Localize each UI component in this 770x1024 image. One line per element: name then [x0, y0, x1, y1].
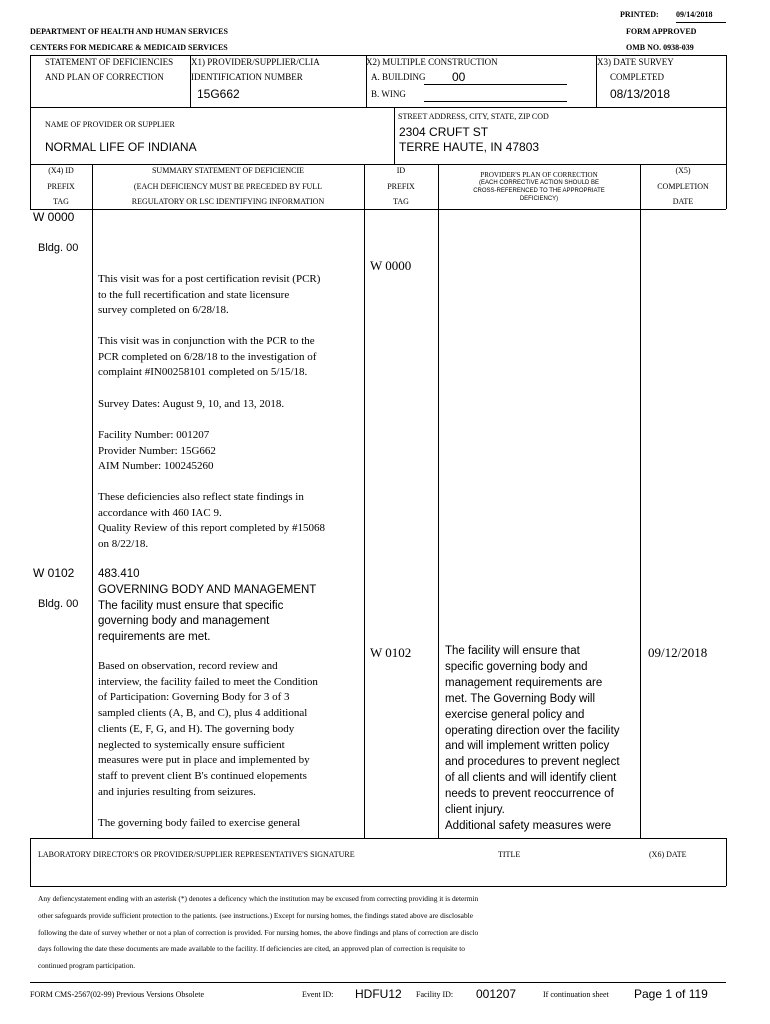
x5-label: (X5): [675, 166, 691, 175]
city-state-zip-value: TERRE HAUTE, IN 47803: [399, 140, 540, 154]
tag-w0000-right: W 0000: [370, 258, 412, 273]
tag-w0000: W 0000: [33, 210, 75, 224]
survey-date-value: 08/13/2018: [610, 87, 671, 101]
plan-header-1: PROVIDER'S PLAN OF CORRECTION: [480, 171, 598, 179]
statement-label-1: STATEMENT OF DEFICIENCIES: [45, 57, 174, 67]
centers-title: CENTERS FOR MEDICARE & MEDICAID SERVICES: [30, 43, 228, 52]
printed-date: 09/14/2018: [676, 10, 713, 19]
completion-label: COMPLETION: [657, 182, 709, 191]
building-value: 00: [452, 70, 466, 84]
summary-paragraph-1: This visit was for a post certification revisit (PCR) to the full recertification and state licensure survey completed on 6/28/18.: [98, 273, 321, 317]
summary-paragraph-8: The governing body failed to exercise general: [98, 817, 301, 829]
summary-header-1: SUMMARY STATEMENT OF DEFICIENCIE: [151, 166, 305, 175]
completed-label: COMPLETED: [610, 72, 664, 82]
date-label: DATE: [672, 197, 694, 206]
id-tag-label: TAG: [393, 197, 409, 206]
provider-id-value: 15G662: [197, 87, 240, 101]
id-label: ID: [396, 166, 406, 175]
x4-id-label: (X4) ID: [48, 166, 74, 175]
x4-tag-label: TAG: [53, 197, 69, 206]
summary-paragraph-5: These deficiencies also reflect state findings in accordance with 460 IAC 9. Quality Review of this report completed by #15068 on 8/22/18.: [98, 491, 325, 551]
statement-label-2: AND PLAN OF CORRECTION: [45, 72, 164, 82]
printed-label: PRINTED:: [620, 10, 659, 19]
bldg-label-1: Bldg. 00: [38, 242, 79, 254]
signature-label: LABORATORY DIRECTOR'S OR PROVIDER/SUPPLIER REPRESENTATIVE'S SIGNATURE: [38, 850, 355, 859]
form-number: FORM CMS-2567(02-99) Previous Versions Obsolete: [30, 990, 205, 999]
plan-header-2: (EACH CORRECTIVE ACTION SHOULD BE: [478, 180, 600, 186]
street-address-value: 2304 CRUFT ST: [399, 125, 489, 139]
summary-paragraph-4: Facility Number: 001207 Provider Number: 15G662 AIM Number: 100245260: [98, 429, 216, 473]
multiple-construction-label: X2) MULTIPLE CONSTRUCTION: [366, 57, 498, 67]
department-title: DEPARTMENT OF HEALTH AND HUMAN SERVICES: [30, 27, 228, 36]
bldg-label-2: Bldg. 00: [38, 598, 79, 610]
summary-paragraph-7: Based on observation, record review and interview, the facility failed to meet the Condition of Participation: Governing Body for 3 of 3 sampled clients (A, B, and C), plus 4 additional clients (E, F, G, and H). The governing body neglected to systemically ensure sufficient measures were put in place and implemented by staff to prevent client B's continued elopements and injuries resulting from seizures.: [98, 660, 318, 798]
provider-name-value: NORMAL LIFE OF INDIANA: [45, 140, 197, 154]
summary-header-2: (EACH DEFICIENCY MUST BE PRECEDED BY FULL: [133, 182, 323, 191]
form-approved: FORM APPROVED: [626, 27, 697, 36]
date-survey-label: X3) DATE SURVEY: [597, 57, 674, 67]
event-id-label: Event ID:: [302, 990, 334, 999]
plan-header-3: CROSS-REFERENCED TO THE APPROPRIATE: [473, 188, 605, 194]
omb-number: OMB NO. 0938-039: [626, 43, 694, 52]
identification-number-label: IDENTIFICATION NUMBER: [191, 72, 303, 82]
id-prefix-label: PREFIX: [387, 182, 415, 191]
x6-date-label: (X6) DATE: [649, 850, 687, 859]
facility-id-label: Facility ID:: [416, 990, 454, 999]
facility-id-value: 001207: [476, 987, 517, 1001]
completion-date-value: 09/12/2018: [648, 645, 708, 660]
street-address-label: STREET ADDRESS, CITY, STATE, ZIP COD: [398, 112, 549, 121]
provider-name-label: NAME OF PROVIDER OR SUPPLIER: [45, 120, 175, 129]
event-id-value: HDFU12: [355, 987, 402, 1001]
continuation-label: If continuation sheet: [543, 990, 609, 999]
provider-clia-label: X1) PROVIDER/SUPPLIER/CLIA: [191, 57, 320, 67]
wing-label: B. WING: [371, 89, 406, 99]
plan-of-correction-text: The facility will ensure that specific governing body and management requirements are met. The Governing Body will exercise general policy and operating direction over the facility and will implement written policy and procedures to prevent neglect of all clients and will identify client needs to prevent reoccurrence of client injury. Additional safety measures were: [445, 645, 620, 832]
disclaimer-text: Any defiencystatement ending with an asterisk (*) denotes a deficency which the institution may be excused from correcting providing it is determin other safeguards provide sufficient protection to the patients. (see instructions.) Except for nursing homes, the findings stated above are disclosable following the date of survey whether or not a plan of correction is provided. For nursing homes, the above findings and plans of correction are disclo days following the date these documents are made available to the facility. If deficiencies are cited, an approved plan of correction is requisite to continued program participation.: [38, 894, 479, 971]
summary-paragraph-2: This visit was in conjunction with the PCR to the PCR completed on 6/28/18 to the investigation of complaint #IN00258101 completed on 5/15/18.: [98, 335, 317, 379]
summary-paragraph-3: Survey Dates: August 9, 10, and 13, 2018.: [98, 398, 285, 410]
title-label: TITLE: [498, 850, 521, 859]
tag-w0102-right: W 0102: [370, 645, 412, 660]
plan-header-4: DEFICIENCY): [519, 196, 559, 202]
page-number: Page 1 of 119: [634, 987, 708, 1001]
tag-w0102: W 0102: [33, 566, 75, 580]
building-label: A. BUILDING: [371, 72, 426, 82]
summary-regulation: 483.410 GOVERNING BODY AND MANAGEMENT The facility must ensure that specific governing body and management requirements are met.: [98, 568, 317, 644]
x4-prefix-label: PREFIX: [47, 182, 75, 191]
summary-header-3: REGULATORY OR LSC IDENTIFYING INFORMATION: [131, 197, 325, 206]
